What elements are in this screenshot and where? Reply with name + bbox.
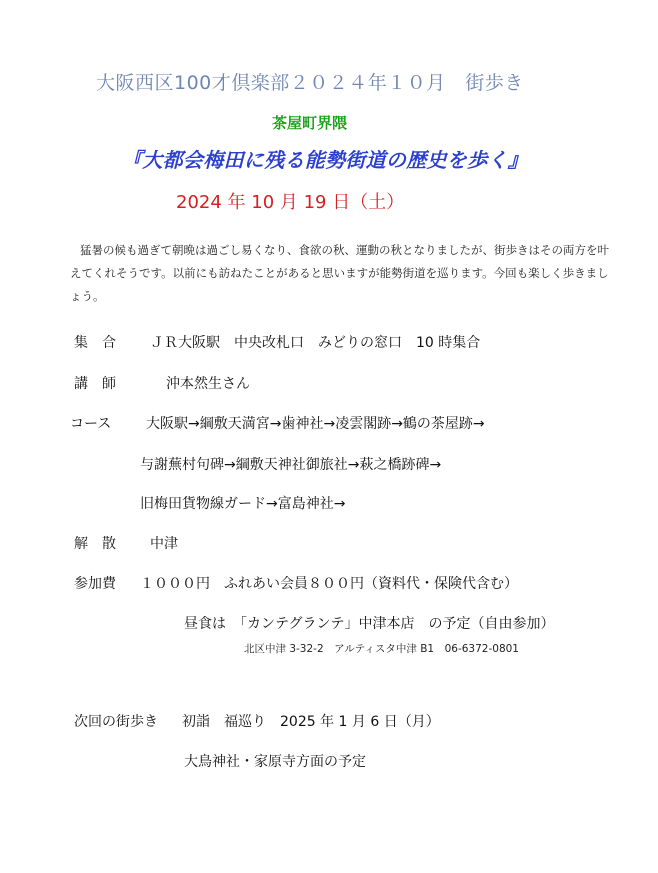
main-title: 『大都会梅田に残る能勢街道の歴史を歩く』	[122, 148, 528, 172]
lunch-info: 昼食は 「カンテグランテ」中津本店 の予定（自由参加）	[184, 616, 555, 632]
dismissal-row	[74, 533, 634, 553]
next-walk-destination: 大鳥神社・家原寺方面の予定	[184, 754, 366, 770]
lecturer-row	[74, 373, 634, 393]
fee-label: 参加費	[74, 576, 116, 592]
dismissal-label: 解 散	[74, 536, 116, 552]
lecturer-label: 講 師	[74, 376, 116, 392]
header-title: 大阪西区100才倶楽部２０２４年１０月 街歩き	[96, 72, 524, 94]
meeting-value: ＪＲ大阪駅 中央改札口 みどりの窓口 10 時集合	[150, 335, 481, 351]
lecturer-value: 沖本然生さん	[166, 376, 250, 392]
dismissal-value: 中津	[150, 536, 178, 552]
fee-value: １０００円 ふれあい会員８００円（資料代・保険代含む）	[140, 576, 518, 592]
course-line-3: 旧梅田貨物線ガード→富島神社→	[140, 496, 346, 512]
next-walk-label: 次回の街歩き	[74, 714, 158, 730]
intro-paragraph: 猛暑の候も過ぎて朝晩は過ごし易くなり、食欲の秋、運動の秋となりましたが、街歩きはその両方を叶えてくれそうです。以前にも訪ねたことがあると思いますが能勢街道を巡ります。今回も楽しく歩きましょう。	[70, 243, 609, 303]
meeting-label: 集 合	[74, 335, 116, 351]
next-walk-row	[74, 711, 634, 731]
course-line-1: 大阪駅→綱敷天満宮→歯神社→凌雲閣跡→鶴の茶屋跡→	[146, 416, 485, 432]
lunch-address: 北区中津 3-32-2 アルティスタ中津 B1 06-6372-0801	[244, 643, 519, 655]
area-title: 茶屋町界隈	[272, 114, 348, 132]
event-date: 2024 年 10 月 19 日（土）	[176, 192, 405, 213]
course-label: コース	[70, 416, 112, 432]
course-line-2: 与謝蕪村句碑→綱敷天神社御旅社→萩之橋跡碑→	[140, 457, 442, 473]
next-walk-value: 初詣 福巡り 2025 年 1 月 6 日（月）	[182, 714, 440, 730]
course-row	[70, 413, 630, 433]
fee-row	[74, 573, 634, 593]
meeting-row	[74, 332, 634, 352]
